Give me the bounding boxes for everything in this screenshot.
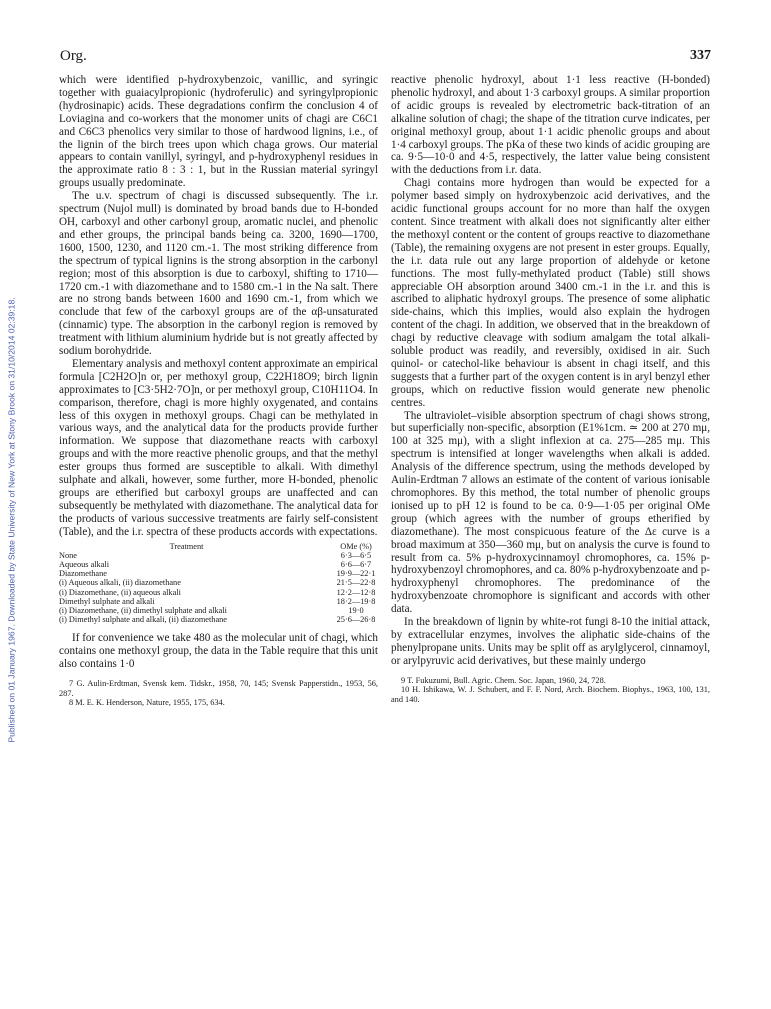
paragraph: which were identified p-hydroxybenzoic, vanillic, and syringic together with guaiacylpropionic (hydroferulic) and syringylpropionic (hydrosinapic) acids. These degradations confirm the conclusion 4 of Loviagina and co-workers that the monomer units of chagi are C6C1 and C6C3 phenolics very similar to those of hardwood lignins, i.e., of the lignin of the birch trees upon which chaga grows. Our material appears to contain vanillyl, syringyl, and p-hydroxyphenyl residues in the approximate ratio 8 : 3 : 1, but in the Russian material syringyl groups usually predominate. xyxy=(59,74,378,190)
download-notice xyxy=(2,60,22,980)
footnote: 8 M. E. K. Henderson, Nature, 1955, 175, 634. xyxy=(69,697,225,707)
left-column xyxy=(59,74,378,707)
table-header-ome: OMe (%) xyxy=(340,541,372,551)
table-cell-ome: 21·5—22·8 xyxy=(336,578,376,588)
table-header-row xyxy=(59,542,378,551)
paragraph: Elementary analysis and methoxyl content approximate an empirical formula [C2H2O]n or, per methoxyl group, C22H18O9; birch lignin approximates to [C3·5H2·7O]n, or per methoxyl group, C10H11O4. In comparison, therefore, chagi is more highly oxygenated, and contains less of this oxygen in methoxyl groups. Chagi can be methylated in various ways, and the analytical data for the products provide further information. We suppose that diazomethane reacts with carboxyl groups and with the more reactive phenolic groups, and that the methyl ester groups thus formed are susceptible to alkali. With dimethyl sulphate and alkali, however, some further, more H-bonded, phenolic groups are etherified but carboxyl groups are unaffected and can subsequently be methylated with diazomethane. The analytical data for the products of various successive treatments are fairly self-consistent (Table), and the i.r. spectra of these products accords with expectations. xyxy=(59,357,378,538)
paragraph: The u.v. spectrum of chagi is discussed subsequently. The i.r. spectrum (Nujol mull) is dominated by broad bands due to H-bonded OH, carboxyl and other carbonyl group, aromatic nuclei, and phenolic and ether groups, the principal bands being ca. 3200, 1690—1700, 1600, 1500, 1230, and 1120 cm.-1. The most striking difference from the spectrum of typical lignins is the strong absorption in the carbonyl region; most of this absorption is due to carboxyl, shifting to 1710—1720 cm.-1 with diazomethane and to 1580 cm.-1 in the Na salt. There are no strong bands between 1600 and 1690 cm.-1, from which we conclude that few of the carboxyl groups are of the αβ-unsaturated (cinnamic) type. The absorption in the carbonyl region is removed by treatment with lithium aluminium hydride but is not greatly affected by sodium borohydride. xyxy=(59,190,378,358)
table-cell-ome: 12·2—12·8 xyxy=(336,587,376,597)
methoxyl-table xyxy=(59,542,378,625)
table-cell-ome: 6·3—6·5 xyxy=(340,550,372,560)
paragraph: If for convenience we take 480 as the molecular unit of chagi, which contains one methoxyl group, the data in the Table require that this unit also contains 1·0 xyxy=(59,632,378,671)
page-header xyxy=(60,48,711,68)
table-cell-treatment: (i) Diazomethane, (ii) aqueous alkali xyxy=(59,587,181,597)
table-row xyxy=(59,597,378,606)
table-row xyxy=(59,588,378,597)
table-cell-ome: 18·2—19·8 xyxy=(336,596,376,606)
footnotes xyxy=(59,679,378,707)
table-cell-treatment: (i) Diazomethane, (ii) dimethyl sulphate and alkali xyxy=(59,606,227,616)
table-cell-ome: 6·6—6·7 xyxy=(340,560,372,570)
table-cell-treatment: (i) Dimethyl sulphate and alkali, (ii) diazomethane xyxy=(59,615,227,625)
table-cell-treatment: Dimethyl sulphate and alkali xyxy=(59,596,155,606)
table-cell-treatment: None xyxy=(59,550,77,560)
page-number: 337 xyxy=(690,48,711,63)
paragraph: In the breakdown of lignin by white-rot fungi 8-10 the initial attack, by extracellular enzymes, involves the aliphatic side-chains of the phenylpropane units. Units may be split off as arylglycerol, cinnamoyl, or arylpyruvic acid derivatives, but these mainly undergo xyxy=(391,616,710,667)
table-cell-treatment: Diazomethane xyxy=(59,569,107,579)
journal-section: Org. xyxy=(60,48,87,64)
table-cell-ome: 19·0 xyxy=(348,606,364,616)
download-notice-text: Published on 01 January 1967. Downloaded by State University of New York at Stony Brook on 31/10/2014 02:39:18. xyxy=(7,297,18,743)
footnote: 7 G. Aulin-Erdtman, Svensk kem. Tidskr., 1958, 70, 145; Svensk Papperstidn., 1953, 56, 287. xyxy=(59,679,378,698)
footnote: 9 T. Fukuzumi, Bull. Agric. Chem. Soc. Japan, 1960, 24, 728. xyxy=(401,675,606,685)
table-cell-ome: 19·9—22·1 xyxy=(336,569,376,579)
table-cell-treatment: (i) Aqueous alkali, (ii) diazomethane xyxy=(59,578,181,588)
paragraph: reactive phenolic hydroxyl, about 1·1 less reactive (H-bonded) phenolic hydroxyl, and about 1·3 carboxyl groups. A similar proportion of acidic groups is revealed by electrometric back-titration of an alkaline solution of chagi; the shape of the titration curve indicates, per original methoxyl group, about 1·1 acidic phenolic groups and about 1·4 carboxyl groups. The pKa of these two kinds of acidic grouping are ca. 9·5—10·0 and 4·5, respectively, the latter value being consistent with the deductions from i.r. data. xyxy=(391,74,711,177)
table-row xyxy=(59,578,378,587)
footnotes xyxy=(391,676,710,704)
paragraph: Chagi contains more hydrogen than would be expected for a polymer based simply on hydroxybenzoic acid derivatives, and the acidic functional groups account for no more than half the oxygen content. Since treatment with alkali does not significantly alter either the methoxyl content or the content of groups reactive to diazomethane (Table), the remaining oxygens are not present in ester groups. Equally, the i.r. data rule out any large proportion of aldehyde or ketone functions. The most fully-methylated product (Table) still shows appreciable OH absorption around 3400 cm.-1 in the i.r. and this is ascribed to aliphatic hydroxyl groups. The presence of some aliphatic side-chains, which this implies, would also explain the hydrogen content of the chagi. In addition, we observed that in the breakdown of chagi by reductive cleavage with sodium amalgam the total alkali-soluble product was readily, and reversibly, oxidised in air. Such quinol- or catechol-like behaviour is absent in chagi itself, and this suggests that a further part of the oxygen content is in aryl benzyl ether groups, which on reductive fission would generate new phenolic centres. xyxy=(391,177,710,409)
paragraph: The ultraviolet–visible absorption spectrum of chagi shows strong, but superficially non-specific, absorption (E1%1cm. ≃ 200 at 270 mμ, 100 at 325 mμ), with a slight inflexion at ca. 275—285 mμ. This spectrum is intensified at longer wavelengths when alkali is added. Analysis of the difference spectrum, using the methods developed by Aulin-Erdtman 7 allows an estimate of the content of various ionisable chromophores. By this method, the total number of phenolic groups ionised up to pH 12 is found to be ca. 0·9—1·05 per original OMe group (which agrees with the number of groups etherified by diazomethane). The most conspicuous feature of the Δε curve is a broad maximum at 350—360 mμ, but on analysis the curve is found to result from ca. 5% p-hydroxycinnamoyl chromophores, ca. 15% p-hydroxybenzoyl chromophores, and ca. 80% p-hydroxybenzoate and p-hydroxyphenyl chromophores. The predominance of the hydroxybenzoate chromophore is significant and accords with other data. xyxy=(391,409,710,616)
table-row xyxy=(59,615,378,624)
table-cell-treatment: Aqueous alkali xyxy=(59,560,110,570)
table-header-treatment: Treatment xyxy=(169,541,204,551)
table-row xyxy=(59,606,378,615)
table-cell-ome: 25·6—26·8 xyxy=(336,615,376,625)
table-row xyxy=(59,560,378,569)
footnote: 10 H. Ishikawa, W. J. Schubert, and F. F. Nord, Arch. Biochem. Biophys., 1963, 100, 131, and 140. xyxy=(391,685,710,704)
table-row xyxy=(59,569,378,578)
right-column xyxy=(391,74,710,704)
table-row xyxy=(59,551,378,560)
